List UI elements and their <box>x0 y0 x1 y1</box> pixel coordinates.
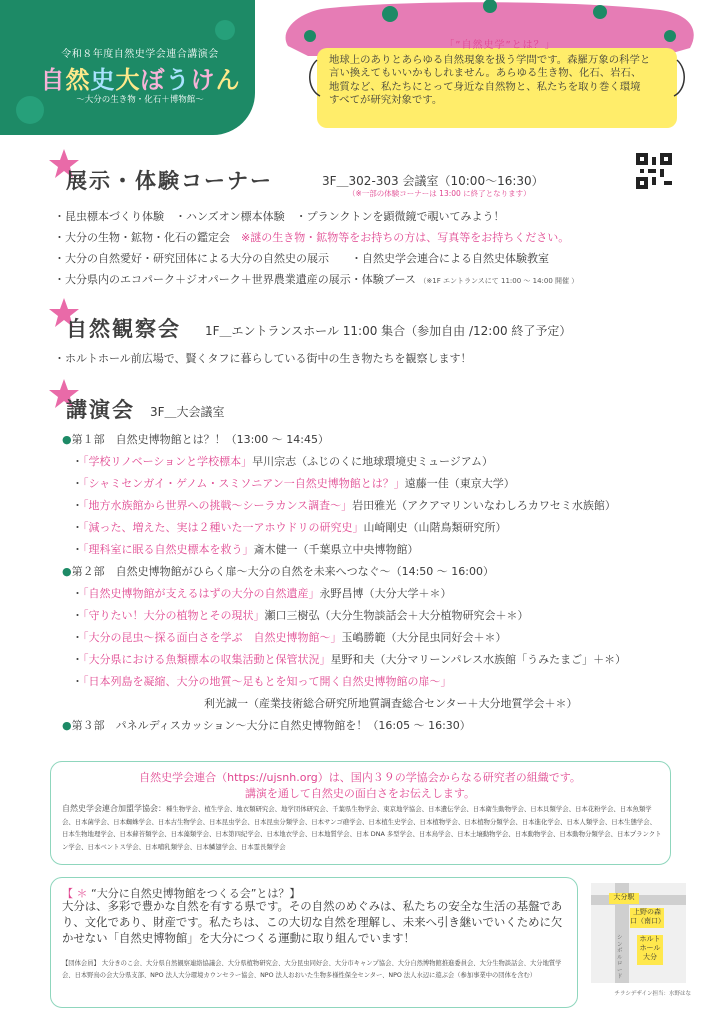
talk-speaker: 利光誠一（産業技術総合研究所地質調査総合センター＋大分地質学会＋＊） <box>204 697 578 710</box>
map-station: 大分駅 <box>609 893 639 904</box>
program-part-1: ●第１部 自然史博物館とは？！（13:00 〜 14:45） <box>62 433 330 446</box>
talk-item: ・「自然史博物館が支えるはずの大分の自然遺産」永野昌博（大分大学＋＊） <box>72 587 452 600</box>
event-series-title: 令和８年度自然史学会連合講演会 <box>61 49 219 60</box>
event-logo: 自然史大ぼうけん <box>40 66 241 94</box>
exhibit-location: 3F＿302-303 会議室（10:00〜16:30） <box>322 174 544 188</box>
talk-item: ・「シャミセンガイ・ゲノム・スミソニアン一自然史博物館とは？」遠藤一佳（東京大学） <box>72 477 515 490</box>
qr-code[interactable] <box>636 153 672 189</box>
talk-item: ・「減った、増えた、実は２種いた一アホウドリの研究史」山崎剛史（山階鳥類研究所） <box>72 521 507 534</box>
qa-title: 「”自然史学”とは？」 <box>444 40 556 51</box>
museum-title: 【 ＊ “大分に自然史博物館をつくる会”とは？】 <box>62 887 301 900</box>
program-part-3: ●第３部 パネルディスカッション〜大分に自然史博物館を！（16:05 〜 16:30） <box>62 719 471 732</box>
talk-item: ・「地方水族館から世界への挑戦〜シーラカンス調査〜」岩田雅光（アクアマリンいなわしろカワセミ水族館） <box>72 499 616 512</box>
qa-body: 地球上のありとあらゆる自然現象を扱う学問です。森羅万象の科学と 言い換えてもいいかもしれません。あらゆる生き物、化石、岩石、 地質など、私たちにとって身近な自然物と、私たちを取り巻く環境 すべてが研究対象です。 <box>329 54 651 107</box>
map-exit: 上野の森口（南口） <box>630 908 664 928</box>
talk-item: ・「学校リノベーションと学校標本」早川宗志（ふじのくに地球環境史ミュージアム） <box>72 455 493 468</box>
observe-title: 自然観察会 <box>66 317 181 341</box>
lecture-location: 3F＿大会議室 <box>150 405 225 419</box>
exhibit-item-2: ・大分の生物・鉱物・化石の鑑定会 ※謎の生き物・鉱物等をお持ちの方は、写真等をお持ちください。 <box>54 231 570 244</box>
lecture-title: 講演会 <box>66 398 135 422</box>
talk-item: ・「守りたい！大分の植物とその現状」瀬口三樹弘（大分生物談話会＋大分植物研究会＋＊） <box>72 609 529 622</box>
talk-item: ・「大分県における魚類標本の収集活動と保管状況」星野和夫（大分マリーンパレス水族館「うみたまご」＋＊） <box>72 653 627 666</box>
design-credit: チラシデザイン担当：水野はな <box>614 991 691 997</box>
event-subtitle: 〜大分の生き物・化石＋博物館〜 <box>76 95 204 105</box>
talk-item: ・「日本列島を凝縮、大分の地質〜足もとを知って開く自然史博物館の扉〜」 <box>72 675 452 688</box>
talk-item: ・「理科室に眠る自然史標本を救う」斎木健一（千葉県立中央博物館） <box>72 543 419 556</box>
museum-body: 大分は、多彩で豊かな自然を有する県です。その自然のめぐみは、私たちの安全な生活の基盤であり、文化であり、財産です。私たちは、この大切な自然を理解し、未来へ引き継いでいくために欠かせない「自然史博物館」を大分につくる運動に取り組んでいます！ <box>62 899 563 945</box>
member-organizations: 【団体会員】 大分きのこ会、大分県自然観察連絡協議会、大分県植物研究会、大分昆虫同好会、大分市キャンプ協会、大分自然博物館推進委員会、大分生物談話会、大分地質学会、日本野鳥の会大分県支部、NPO 法人大分環境カウンセラー協会、NPO 法人おおいた生物多様性保全センター、NPO 法人水辺に遊ぶ会（参加事業中の団体を含む） <box>62 960 562 979</box>
exhibit-title: 展示・体験コーナー <box>66 169 273 193</box>
map-road-label: シンボルロード <box>617 935 623 980</box>
talk-item: ・「大分の昆虫〜探る面白さを学ぶ 自然史博物館〜」玉嶋勝範（大分昆虫同好会＋＊） <box>72 631 507 644</box>
exhibit-item-1: ・昆虫標本づくり体験 ・ハンズオン標本体験 ・プランクトンを顕微鏡で覗いてみよう！ <box>54 210 505 223</box>
exhibit-item-3: ・大分の自然愛好・研究団体による大分の自然史の展示 ・自然史学会連合による自然史体験教室 <box>54 252 549 265</box>
ujsnh-intro-2: 講演を通して自然史の面白さをお伝えします。 <box>244 787 476 800</box>
exhibit-note: （※一部の体験コーナーは 13:00 に終了となります） <box>348 189 531 198</box>
map-hall: ホルトホール大分 <box>637 935 663 965</box>
exhibit-item-4: ・大分県内のエコパーク＋ジオパーク＋世界農業遺産の展示・体験ブース （※1F エントランスにて 11:00 〜 14:00 開催 ） <box>54 273 579 286</box>
observe-location: 1F＿エントランスホール 11:00 集合（参加自由 /12:00 終了予定） <box>205 324 572 338</box>
member-societies: 自然史学会連合加盟学協会：種生物学会、植生学会、地衣類研究会、地学団体研究会、千葉県生物学会、東京地学協会、日本遺伝学会、日本衛生動物学会、日本貝類学会、日本花粉学会、日本魚類学会、日本菌学会、日本蜘蛛学会、日本古生物学会、日本昆虫学会、日本昆虫分類学会、日本サンゴ礁学会、日本植生史学会、日本植物学会、日本植物分類学会、日本進化学会、日本人類学会、日本生態学会、日本生物地理学会、日本蘚苔類学会、日本藻類学会、日本第四紀学会、日本地衣学会、日本地質学会、日本 DNA 多型学会、日本鳥学会、日本土壌動物学会、日本動物学会、日本動物分類学会、日本プランクトン学会、日本ベントス学会、日本哺乳類学会、日本鱗翅学会、日本霊長類学会 <box>62 804 662 851</box>
ujsnh-intro: 自然史学会連合（https://ujsnh.org）は、国内３９の学協会からなる研究者の組織です。 <box>139 771 581 784</box>
program-part-2: ●第２部 自然史博物館がひらく扉〜大分の自然を未来へつなぐ〜（14:50 〜 16:00） <box>62 565 495 578</box>
observe-item-1: ・ホルトホール前広場で、賢くタフに暮らしている街中の生き物たちを観察します！ <box>54 352 472 365</box>
